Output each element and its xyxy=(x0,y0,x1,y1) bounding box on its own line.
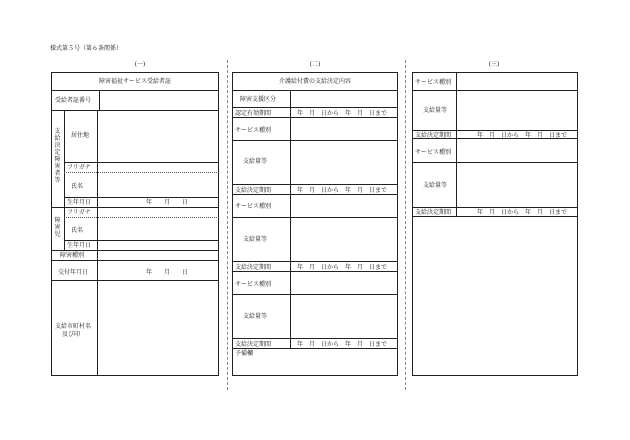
furigana-label-1: フリガナ xyxy=(67,164,91,171)
decision-period-label-1: 支給決定期間 xyxy=(235,187,272,194)
p3-decision-period-label-2: 支給決定期間 xyxy=(415,209,452,216)
dob-ymd-1: 年 月 日 xyxy=(146,199,189,206)
municipality-label: 支給市町村名 xyxy=(55,323,92,330)
child-group-label: 障害児 xyxy=(54,217,61,238)
p3-decision-period-text-1: 年 月 日から 年 月 日まで xyxy=(477,132,568,139)
issue-date-ymd: 年 月 日 xyxy=(146,269,189,276)
decision-period-label-2: 支給決定期間 xyxy=(235,264,272,271)
cert-period-label: 認定有効期間 xyxy=(235,110,272,117)
fold-line-2 xyxy=(405,60,406,390)
panel2-title: 介護給付費の支給決定内容 xyxy=(278,78,351,85)
seal-label: 及び印 xyxy=(62,331,81,338)
form-number: 様式第５号（第６条関係） xyxy=(50,45,123,52)
panel1-title: 障害福祉サービス受給者証 xyxy=(98,78,171,85)
amount-label-2: 支給量等 xyxy=(243,236,268,243)
p3-amount-label-2: 支給量等 xyxy=(423,182,448,189)
issue-date-label: 交付年月日 xyxy=(58,269,89,276)
service-type-label-1: サービス種別 xyxy=(235,127,272,134)
decision-period-text-3: 年 月 日から 年 月 日まで xyxy=(297,341,388,348)
service-type-label-3: サービス種別 xyxy=(235,281,272,288)
p3-decision-period-label-1: 支給決定期間 xyxy=(415,132,452,139)
decision-period-text-2: 年 月 日から 年 月 日まで xyxy=(297,264,388,271)
section-3-label: (三) xyxy=(488,61,500,68)
section-1-label: (一) xyxy=(134,61,146,68)
panel-additional-services xyxy=(412,72,578,376)
section-2-label: (二) xyxy=(309,61,321,68)
decision-period-text-1: 年 月 日から 年 月 日まで xyxy=(297,187,388,194)
fold-line-1 xyxy=(227,60,228,390)
furigana-label-2: フリガナ xyxy=(67,209,91,216)
notes-label: 予備欄 xyxy=(235,350,254,357)
dob-label-2: 生年月日 xyxy=(67,242,92,249)
p3-amount-label-1: 支給量等 xyxy=(423,107,448,114)
address-label: 居住地 xyxy=(71,132,90,139)
service-type-label-2: サービス種別 xyxy=(235,203,272,210)
cert-period-text: 年 月 日から 年 月 日まで xyxy=(297,110,388,117)
p3-service-type-label-2: サービス種別 xyxy=(415,149,452,156)
disability-type-label: 障害種別 xyxy=(60,252,85,259)
amount-label-3: 支給量等 xyxy=(243,313,268,320)
amount-label-1: 支給量等 xyxy=(243,158,268,165)
p3-service-type-label-1: サービス種別 xyxy=(415,79,452,86)
p3-decision-period-text-2: 年 月 日から 年 月 日まで xyxy=(477,209,568,216)
recipient-group-label: 支給決定障害者等 xyxy=(54,128,61,184)
dob-label-1: 生年月日 xyxy=(67,199,92,206)
decision-period-label-3: 支給決定期間 xyxy=(235,341,272,348)
recipient-number-label: 受給者証番号 xyxy=(55,97,92,104)
name-label-1: 氏名 xyxy=(71,183,84,190)
name-label-2: 氏名 xyxy=(71,227,84,234)
support-level-label: 障害支援区分 xyxy=(240,96,277,103)
